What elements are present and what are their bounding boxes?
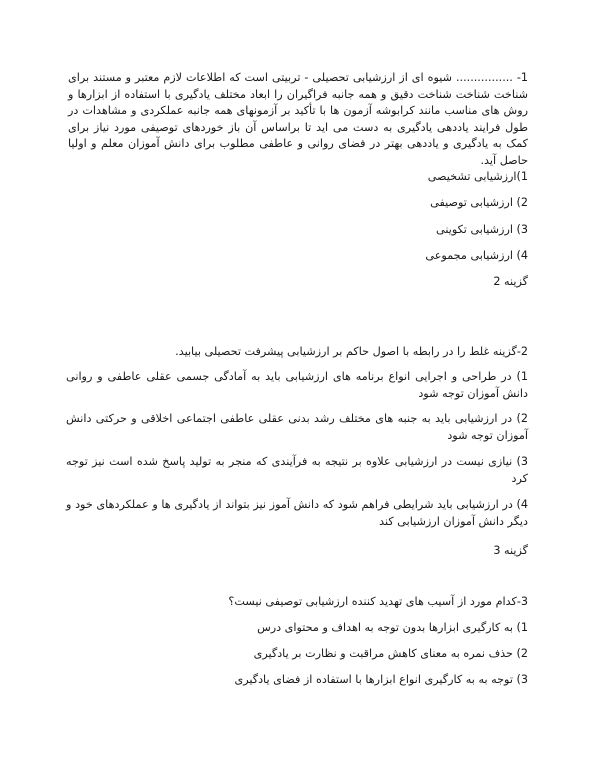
question-1-option-3: 3) ارزشیابی تکوینی xyxy=(436,223,528,236)
question-1-option-4: 4) ارزشیابی مجموعی xyxy=(425,249,528,262)
question-2-option-4: 4) در ارزشیابی باید شرایطی فراهم شود که دانش آموز نیز بتواند از یادگیری ها و عملکردهای خود و دیگر دانش آموزان ارزشیابی کند xyxy=(66,498,528,528)
question-1-option-1: 1)ارزشیابی تشخیصی xyxy=(427,170,528,183)
question-3-stem: 3-کدام مورد از آسیب های تهدید کننده ارزشیابی توصیفی نیست؟ xyxy=(228,595,528,608)
question-2-option-2: 2) در ارزشیابی باید به جنبه های مختلف رشد بدنی عقلی عاطفی اجتماعی اخلاقی و حرکتی دانش آموزان توجه شود xyxy=(66,412,528,442)
question-1-answer: گزینه 2 xyxy=(493,275,528,288)
question-2-answer: گزینه 3 xyxy=(493,544,528,557)
question-1-stem: 1- ................ شیوه ای از ارزشیابی تحصیلی - تربیتی است که اطلاعات لازم معتبر و مستند برای شناخت شناخت شناخت دقیق و همه جانبه فراگیران را ابعاد مختلف یادگیری با استفاده از ابزارها و روش های مناسب مانند کرابوشه آزمون ها با تأکید بر آزمونهای همه جانبه عملکردی و مشاهدات در طول فرایند یاددهی یادگیری به دست می اید تا براساس آن باز خوردهای توصیفی مورد نیاز برای کمک به یادگیری و یاددهی بهتر در فضای روانی و عاطفی مطلوب برای دانش آموزان معلم و اولیا حاصل آید. xyxy=(68,71,528,167)
question-2-option-1: 1) در طراحی و اجرایی انواع برنامه های ارزشیابی باید به آمادگی جسمی عقلی عاطفی و روانی دانش آموزان توجه شود xyxy=(66,370,528,400)
question-3-option-1: 1) به کارگیری ابزارها بدون توجه به اهداف و محتوای درس xyxy=(257,621,528,634)
question-3-option-3: 3) توجه به به کارگیری انواع ابزارها با استفاده از فضای یادگیری xyxy=(234,673,528,686)
question-2-stem: 2-گزینه غلط را در رابطه با اصول حاکم بر ارزشیابی پیشرفت تحصیلی بیابید. xyxy=(175,345,528,358)
question-1-option-2: 2) ارزشیابی توصیفی xyxy=(430,196,528,209)
question-3-option-2: 2) حذف نمره به معنای کاهش مراقبت و نظارت بر یادگیری xyxy=(253,647,528,660)
question-2-option-3: 3) نیازی نیست در ارزشیابی علاوه بر نتیجه به فرآیندی که منجر به تولید پاسخ شده است نیز توجه کرد xyxy=(66,455,528,485)
